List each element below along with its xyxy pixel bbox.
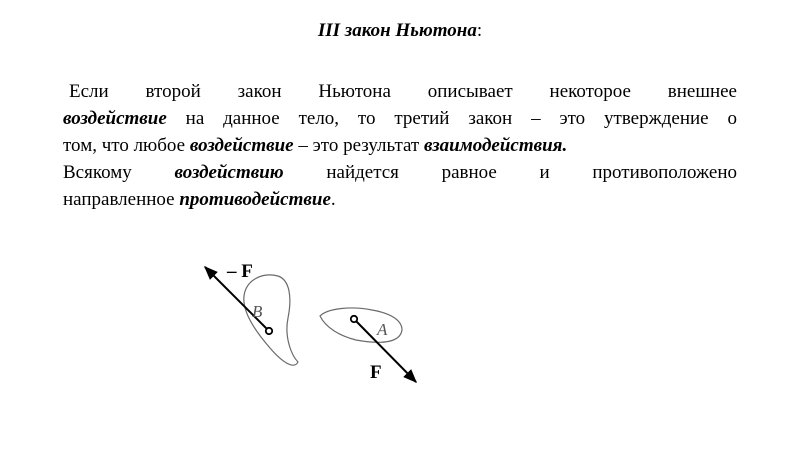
paragraph-text: найдется равное и противоположено: [283, 162, 737, 183]
label-a: A: [377, 320, 388, 339]
paragraph-text: на данное тело, то третий закон – это утверждение о: [166, 108, 737, 129]
paragraph-text: Если второй закон Ньютона описывает некоторое внешнее: [69, 81, 737, 102]
application-point-b: [266, 328, 272, 334]
paragraph-text: том, что любое: [63, 135, 190, 156]
paragraph-text: – это результат: [293, 135, 424, 156]
paragraph-text: направленное: [63, 189, 180, 210]
term-counteraction: противодействие: [179, 189, 331, 210]
title-colon: :: [476, 20, 483, 41]
paragraph-text: .: [330, 189, 336, 210]
term-interaction: взаимодействия.: [423, 135, 568, 156]
title-text: III закон Ньютона: [317, 20, 477, 41]
term-impact: воздействие: [63, 108, 167, 129]
application-point-a: [351, 316, 357, 322]
label-f: F: [370, 362, 382, 383]
term-impact: воздействию: [174, 162, 284, 183]
label-b: B: [252, 302, 263, 321]
paragraph-text: Всякому: [63, 162, 175, 183]
term-impact: воздействие: [189, 135, 294, 156]
label-neg-f: – F: [227, 261, 253, 282]
